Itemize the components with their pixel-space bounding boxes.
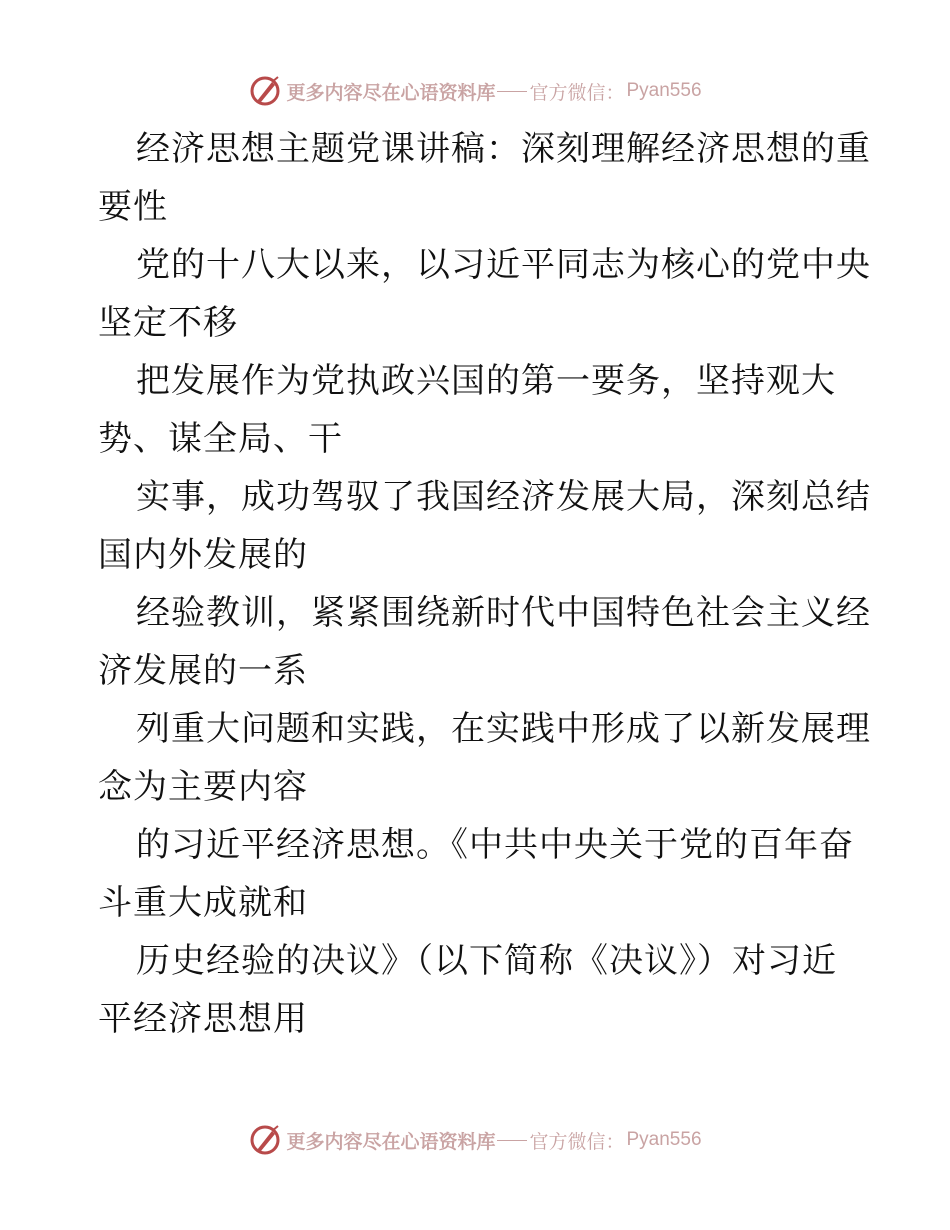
quill-pen-circle-icon — [248, 74, 282, 108]
body-line: 坚定不移 — [98, 303, 238, 343]
watermark-account-id: Pyan556 — [626, 80, 702, 101]
body-line: 念为主要内容 — [98, 767, 308, 807]
body-line: 经济思想主题党课讲稿：深刻理解经济思想的重 — [136, 129, 871, 169]
watermark-account-label: 官方微信： — [529, 1130, 625, 1153]
body-line: 要性 — [98, 187, 168, 227]
body-line: 历史经验的决议》（以下简称《决议》）对习近 — [136, 941, 837, 981]
watermark-separator — [497, 1140, 527, 1141]
watermark-main-text: 更多内容尽在心语资料库 — [286, 81, 496, 104]
document-body — [98, 120, 871, 1048]
body-line: 国内外发展的 — [98, 535, 308, 575]
body-line: 势、谋全局、干 — [98, 419, 343, 459]
body-line: 济发展的一系 — [98, 651, 308, 691]
footer-watermark — [0, 1120, 950, 1160]
body-line: 经验教训，紧紧围绕新时代中国特色社会主义经 — [136, 593, 871, 633]
body-line: 斗重大成就和 — [98, 883, 308, 923]
body-line: 把发展作为党执政兴国的第一要务，坚持观大 — [136, 361, 836, 401]
header-watermark — [0, 71, 950, 111]
watermark-separator — [497, 91, 527, 92]
watermark-main-text: 更多内容尽在心语资料库 — [286, 1130, 496, 1153]
body-line: 平经济思想用 — [98, 999, 308, 1039]
watermark-account-id: Pyan556 — [626, 1129, 702, 1150]
body-line: 的习近平经济思想。《中共中央关于党的百年奋 — [136, 825, 854, 865]
body-line: 实事，成功驾驭了我国经济发展大局，深刻总结 — [136, 477, 871, 517]
body-line: 列重大问题和实践，在实践中形成了以新发展理 — [136, 709, 871, 749]
body-line: 党的十八大以来，以习近平同志为核心的党中央 — [136, 245, 871, 285]
quill-pen-circle-icon — [248, 1123, 282, 1157]
watermark-account-label: 官方微信： — [529, 81, 625, 104]
